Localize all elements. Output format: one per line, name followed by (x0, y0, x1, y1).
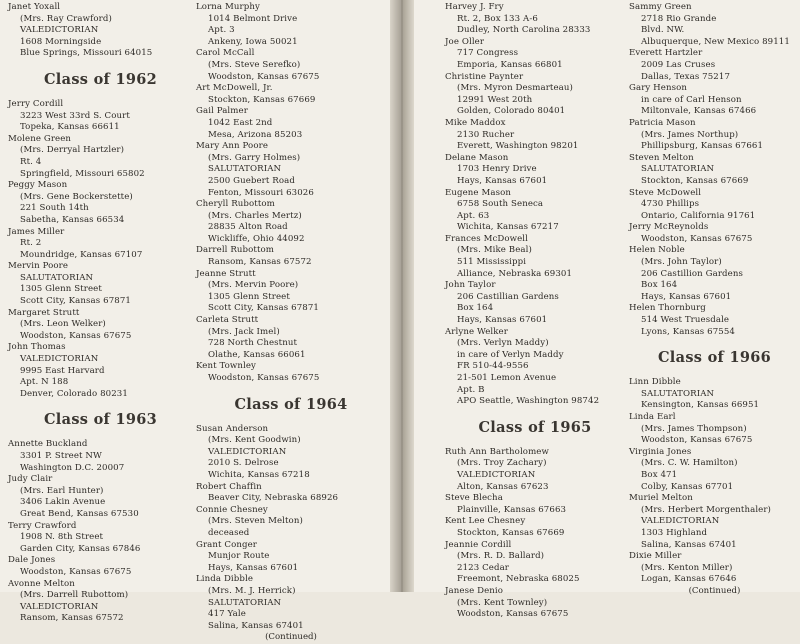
alumni-name: Darrell Rubottom (196, 245, 275, 256)
class-year-heading: Class of 1966 (657, 349, 772, 367)
address-line: Topeka, Kansas 66611 (20, 122, 120, 133)
address-line: (Mrs. Gene Bockerstette) (20, 191, 133, 202)
alumni-entry (445, 118, 625, 153)
alumni-entry (8, 261, 193, 307)
address-line: in care of Carl Henson (641, 94, 742, 105)
alumni-entry (196, 361, 386, 384)
alumni-entry (445, 153, 625, 188)
alumni-entry (629, 222, 800, 245)
alumni-entry (445, 280, 625, 326)
address-line: 1305 Glenn Street (20, 284, 102, 295)
address-line: Emporia, Kansas 66801 (457, 59, 563, 70)
alumni-entry (445, 37, 625, 72)
alumni-name: Annette Buckland (8, 439, 88, 450)
address-line: Box 164 (457, 303, 494, 314)
alumni-entry (629, 188, 800, 223)
address-line: (Mrs. Earl Hunter) (20, 485, 104, 496)
alumni-entry (629, 412, 800, 447)
alumni-entry (445, 447, 625, 493)
address-line: Hays, Kansas 67601 (457, 315, 548, 326)
address-line: (Mrs. Jack Imel) (208, 326, 280, 337)
book-gutter (390, 0, 414, 592)
address-line: Rt. 4 (20, 156, 42, 167)
alumni-name: Muriel Melton (629, 493, 693, 504)
alumni-entry (445, 2, 625, 37)
alumni-entry (196, 141, 386, 199)
alumni-name: Christine Paynter (445, 71, 524, 82)
alumni-name: Arlyne Welker (445, 326, 508, 337)
address-line: (Mrs. Garry Holmes) (208, 152, 301, 163)
alumni-entry (196, 482, 386, 505)
address-line: (Mrs. M. J. Herrick) (208, 585, 296, 596)
address-line: 728 North Chestnut (208, 338, 298, 349)
address-line: Kensington, Kansas 66951 (641, 400, 760, 411)
address-line: Dallas, Texas 75217 (641, 71, 731, 82)
address-line: Woodston, Kansas 67675 (208, 373, 320, 383)
address-line: (Mrs. Ray Crawford) (20, 13, 112, 24)
alumni-name: James Miller (8, 226, 65, 237)
address-line: 221 South 14th (20, 203, 89, 214)
address-line: (Mrs. Kenton Miller) (641, 562, 733, 573)
alumni-entry (196, 199, 386, 245)
address-line: Box 471 (641, 469, 678, 480)
address-line: Garden City, Kansas 67846 (20, 543, 141, 554)
alumni-name: Everett Hartzler (629, 48, 703, 59)
alumni-entry (196, 83, 386, 106)
alumni-name: Linda Earl (629, 412, 676, 422)
alumni-name: Judy Clair (8, 474, 53, 485)
address-line: Woodston, Kansas 67675 (208, 71, 320, 82)
address-line: 3301 P. Street NW (20, 451, 102, 461)
address-line: Everett, Washington 98201 (457, 141, 579, 152)
alumni-name: Molene Green (8, 133, 72, 144)
address-line: (Mrs. Kent Goodwin) (208, 435, 301, 446)
alumni-name: Steve Blecha (445, 493, 503, 504)
address-line: Colby, Kansas 67701 (641, 481, 734, 492)
alumni-name: Ruth Ann Bartholomew (445, 446, 549, 457)
alumni-entry (196, 424, 386, 482)
address-line: Phillipsburg, Kansas 67661 (641, 141, 764, 152)
alumni-name: Lorna Murphy (196, 2, 260, 12)
address-line: Moundridge, Kansas 67107 (20, 249, 143, 260)
address-line: 2123 Cedar (457, 562, 509, 573)
address-line: (Mrs. John Taylor) (641, 257, 722, 268)
address-line: 4730 Phillips (641, 199, 700, 210)
address-line: Logan, Kansas 67646 (641, 574, 737, 585)
alumni-entry (629, 118, 800, 153)
alumni-entry (629, 245, 800, 303)
address-line: Rt. 2, Box 133 A-6 (457, 13, 538, 24)
address-line: Scott City, Kansas 67871 (20, 296, 131, 307)
alumni-name: Dixie Miller (629, 551, 682, 562)
alumni-entry (196, 269, 386, 315)
alumni-name: Steven Melton (629, 152, 694, 163)
address-line: Woodston, Kansas 67675 (641, 435, 753, 446)
alumni-name: Cheryll Rubottom (196, 199, 275, 210)
address-line: 514 West Truesdale (641, 315, 730, 326)
alumni-name: Dale Jones (8, 555, 56, 566)
alumni-entry (629, 377, 800, 412)
alumni-name: Helen Thornburg (629, 303, 706, 314)
alumni-entry (445, 493, 625, 516)
alumni-entry (629, 153, 800, 188)
alumni-entry (8, 521, 193, 556)
address-line: 2130 Rucher (457, 129, 515, 140)
alumni-name: Kent Townley (196, 361, 257, 372)
address-line: Golden, Colorado 80401 (457, 106, 566, 117)
address-line: SALUTATORIAN (641, 164, 715, 175)
address-line: SALUTATORIAN (20, 272, 94, 283)
address-line: 206 Castillion Gardens (641, 268, 743, 279)
alumni-entry (8, 99, 193, 134)
alumni-entry (196, 2, 386, 48)
alumni-entry (196, 48, 386, 83)
address-line: Apt. 63 (457, 210, 490, 221)
alumni-name: Virginia Jones (629, 446, 692, 457)
address-line: VALEDICTORIAN (20, 601, 99, 612)
address-line: Denver, Colorado 80231 (20, 388, 128, 399)
right-page (404, 0, 800, 620)
alumni-name: Art McDowell, Jr. (196, 83, 273, 94)
address-line: (Mrs. Troy Zachary) (457, 458, 547, 469)
address-line: Hays, Kansas 67601 (457, 175, 548, 186)
address-line: Springfield, Missouri 65802 (20, 168, 145, 179)
alumni-name: Joe Oller (445, 36, 485, 47)
address-line: Alton, Kansas 67623 (457, 481, 549, 492)
alumni-entry (196, 315, 386, 361)
address-line: SALUTATORIAN (208, 597, 282, 608)
alumni-name: Margaret Strutt (8, 307, 80, 318)
address-line: Woodston, Kansas 67675 (20, 330, 132, 341)
address-line: Great Bend, Kansas 67530 (20, 508, 139, 519)
address-line: (Mrs. Steven Melton) (208, 516, 303, 527)
left-page (0, 0, 396, 643)
address-line: Mesa, Arizona 85203 (208, 129, 303, 140)
address-line: 9995 East Harvard (20, 365, 105, 376)
address-line: Woodston, Kansas 67675 (641, 233, 753, 244)
address-line: 2010 S. Delrose (208, 458, 279, 469)
address-line: Wickliffe, Ohio 44092 (208, 233, 305, 244)
address-line: (Mrs. Mike Beal) (457, 245, 532, 256)
alumni-name: John Taylor (445, 280, 496, 291)
address-line: Apt. N 188 (20, 377, 69, 388)
address-line: VALEDICTORIAN (208, 446, 287, 457)
alumni-entry (629, 303, 800, 338)
alumni-name: Helen Noble (629, 245, 685, 256)
class-year-heading: Class of 1964 (234, 395, 348, 413)
address-line: VALEDICTORIAN (457, 469, 536, 480)
alumni-entry (629, 447, 800, 493)
alumni-name: Avonne Melton (8, 578, 75, 589)
address-line: 1305 Glenn Street (208, 291, 290, 302)
address-line: Woodston, Kansas 67675 (20, 566, 132, 577)
alumni-name: Linda Dibble (196, 574, 254, 585)
alumni-entry (445, 234, 625, 280)
address-line: Dudley, North Carolina 28333 (457, 25, 591, 36)
address-line: (Mrs. R. D. Ballard) (457, 551, 545, 562)
address-line: 1608 Morningside (20, 36, 102, 47)
alumni-entry (445, 516, 625, 539)
alumni-name: Janese Denio (445, 585, 504, 596)
alumni-name: John Thomas (8, 342, 66, 353)
address-line: 2718 Rio Grande (641, 13, 717, 24)
alumni-entry (629, 48, 800, 83)
alumni-name: Eugene Mason (445, 187, 511, 198)
address-line: Stockton, Kansas 67669 (208, 94, 316, 105)
column-1 (8, 2, 193, 625)
address-line: 3406 Lakin Avenue (20, 497, 106, 508)
address-line: (Mrs. Myron Desmarteau) (457, 83, 573, 94)
alumni-name: Patricia Mason (629, 117, 696, 128)
address-line: Apt. B (457, 384, 485, 395)
address-line: 1908 N. 8th Street (20, 532, 104, 543)
alumni-entry (8, 180, 193, 226)
address-line: 28835 Alton Road (208, 222, 288, 233)
address-line: Stockton, Kansas 67669 (457, 527, 565, 538)
alumni-name: Grant Conger (196, 539, 257, 550)
address-line: SALUTATORIAN (208, 164, 282, 175)
alumni-entry (196, 505, 386, 540)
alumni-name: Frances McDowell (445, 233, 528, 244)
address-line: in care of Verlyn Maddy (457, 349, 564, 360)
address-line: 12991 West 20th (457, 94, 533, 105)
alumni-entry (445, 188, 625, 234)
address-line: APO Seattle, Washington 98742 (457, 396, 600, 407)
alumni-entry (445, 540, 625, 586)
address-line: Rt. 2 (20, 238, 42, 249)
alumni-entry (8, 555, 193, 578)
alumni-name: Mike Maddox (445, 117, 506, 128)
address-line: VALEDICTORIAN (641, 516, 720, 527)
address-line: Plainville, Kansas 67663 (457, 504, 567, 515)
address-line: (Mrs. James Northup) (641, 129, 739, 140)
column-4 (629, 2, 800, 598)
address-line: deceased (208, 527, 250, 538)
alumni-name: Terry Crawford (8, 520, 77, 531)
address-line: Hays, Kansas 67601 (641, 291, 732, 302)
alumni-name: Peggy Mason (8, 180, 68, 191)
address-line: SALUTATORIAN (641, 388, 715, 399)
alumni-name: Janet Yoxall (8, 2, 61, 12)
alumni-name: Jerry McReynolds (629, 222, 709, 233)
alumni-entry (8, 227, 193, 262)
address-line: (Mrs. Derryal Hartzler) (20, 145, 125, 156)
alumni-name: Gail Palmer (196, 106, 248, 117)
alumni-entry (629, 2, 800, 48)
column-2 (196, 2, 386, 644)
alumni-entry (629, 83, 800, 118)
address-line: Box 164 (641, 280, 678, 291)
class-year-heading: Class of 1963 (43, 411, 158, 429)
alumni-entry (629, 551, 800, 586)
alumni-name: Kent Lee Chesney (445, 516, 526, 527)
address-line: Wichita, Kansas 67218 (208, 469, 310, 480)
address-line: Ransom, Kansas 67572 (20, 613, 124, 624)
address-line: (Mrs. Kent Townley) (457, 597, 548, 608)
address-line: 3223 West 33rd S. Court (20, 110, 130, 121)
address-line: Freemont, Nebraska 68025 (457, 574, 580, 585)
address-line: 417 Yale (208, 609, 246, 620)
alumni-name: Connie Chesney (196, 504, 268, 515)
alumni-entry (445, 327, 625, 408)
address-line: Salina, Kansas 67401 (641, 539, 737, 550)
alumni-name: Mervin Poore (8, 261, 69, 272)
address-line: Woodston, Kansas 67675 (457, 609, 569, 620)
address-line: Sabetha, Kansas 66534 (20, 214, 125, 225)
address-line: (Mrs. James Thompson) (641, 423, 747, 434)
alumni-name: Delane Mason (445, 152, 509, 163)
address-line: (Mrs. Mervin Poore) (208, 280, 299, 291)
address-line: Ransom, Kansas 67572 (208, 257, 312, 268)
address-line: 511 Mississippi (457, 257, 527, 268)
alumni-entry (8, 2, 193, 60)
alumni-name: Susan Anderson (196, 423, 269, 434)
address-line: (Mrs. Verlyn Maddy) (457, 338, 549, 349)
address-line: Ankeny, Iowa 50021 (208, 36, 298, 47)
address-line: Ontario, California 91761 (641, 210, 756, 221)
alumni-name: Jerry Cordill (8, 98, 64, 109)
address-line: Munjor Route (208, 551, 270, 562)
column-3 (445, 2, 625, 621)
address-line: 206 Castillian Gardens (457, 291, 559, 302)
address-line: Salina, Kansas 67401 (208, 620, 304, 631)
address-line: Hays, Kansas 67601 (208, 562, 299, 573)
address-line: (Mrs. Darrell Rubottom) (20, 590, 129, 601)
alumni-entry (8, 342, 193, 400)
address-line: 2500 Guebert Road (208, 175, 295, 186)
address-line: (Mrs. Herbert Morgenthaler) (641, 504, 772, 515)
class-year-heading: Class of 1962 (43, 70, 158, 88)
alumni-entry (8, 308, 193, 343)
address-line: Lyons, Kansas 67554 (641, 326, 735, 337)
continued-note: (Continued) (265, 632, 317, 643)
address-line: Apt. 3 (208, 25, 235, 36)
address-line: Miltonvale, Kansas 67466 (641, 106, 757, 117)
address-line: 21-501 Lemon Avenue (457, 373, 557, 383)
address-line: (Mrs. Charles Mertz) (208, 210, 302, 221)
alumni-name: Carol McCall (196, 48, 255, 59)
alumni-entry (196, 574, 386, 632)
address-line: 1042 East 2nd (208, 117, 273, 128)
alumni-entry (196, 245, 386, 268)
alumni-entry (8, 579, 193, 625)
address-line: 6758 South Seneca (457, 199, 544, 210)
alumni-entry (445, 72, 625, 118)
address-line: Albuquerque, New Mexico 89111 (641, 36, 790, 47)
address-line: FR 510-44-9556 (457, 361, 529, 372)
address-line: Alliance, Nebraska 69301 (457, 268, 573, 279)
alumni-name: Mary Ann Poore (196, 141, 269, 152)
alumni-entry (196, 540, 386, 575)
alumni-name: Steve McDowell (629, 187, 702, 198)
address-line: Blvd. NW. (641, 25, 685, 36)
address-line: Wichita, Kansas 67217 (457, 222, 559, 233)
address-line: Stockton, Kansas 67669 (641, 175, 749, 186)
address-line: (Mrs. C. W. Hamilton) (641, 458, 738, 469)
alumni-name: Jeannie Cordill (445, 539, 512, 550)
address-line: 717 Congress (457, 48, 519, 59)
class-year-heading: Class of 1965 (478, 418, 592, 436)
alumni-name: Harvey J. Fry (445, 2, 504, 12)
address-line: 2009 Las Cruses (641, 59, 716, 70)
address-line: Beaver City, Nebraska 68926 (208, 493, 339, 504)
address-line: VALEDICTORIAN (20, 354, 99, 365)
alumni-name: Jeanne Strutt (196, 268, 256, 279)
address-line: (Mrs. Steve Serefko) (208, 59, 301, 70)
address-line: 1303 Highland (641, 527, 708, 538)
alumni-entry (8, 439, 193, 474)
address-line: Scott City, Kansas 67871 (208, 303, 319, 314)
alumni-name: Robert Chaffin (196, 481, 262, 492)
alumni-name: Gary Henson (629, 83, 688, 94)
address-line: Blue Springs, Missouri 64015 (20, 48, 153, 59)
alumni-entry (196, 106, 386, 141)
address-line: VALEDICTORIAN (20, 25, 99, 36)
continued-note: (Continued) (688, 585, 741, 596)
alumni-name: Linn Dibble (629, 377, 681, 388)
address-line: Olathe, Kansas 66061 (208, 349, 306, 360)
alumni-entry (8, 134, 193, 180)
alumni-name: Sammy Green (629, 2, 692, 12)
alumni-entry (445, 586, 625, 621)
address-line: Fenton, Missouri 63026 (208, 187, 314, 198)
address-line: 1703 Henry Drive (457, 164, 537, 175)
alumni-name: Carleta Strutt (196, 315, 259, 326)
alumni-entry (629, 493, 800, 551)
address-line: Washington D.C. 20007 (20, 462, 125, 473)
address-line: 1014 Belmont Drive (208, 13, 298, 24)
alumni-entry (8, 474, 193, 520)
address-line: (Mrs. Leon Welker) (20, 319, 106, 330)
